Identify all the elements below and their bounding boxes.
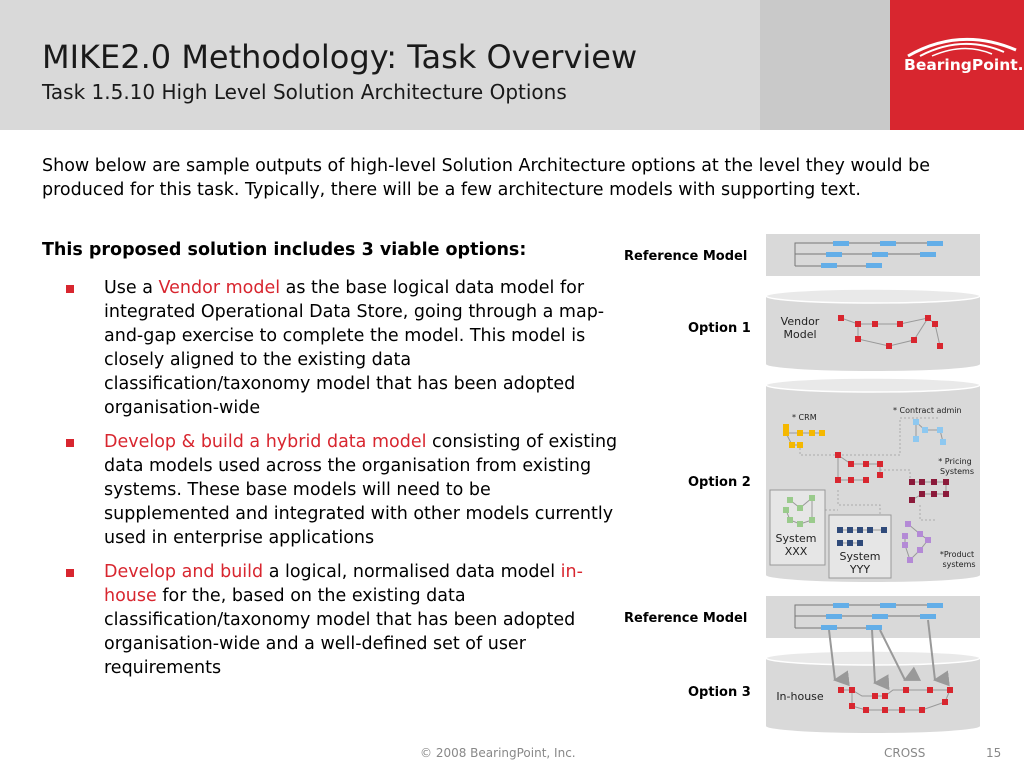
crm-label: * CRM [792, 413, 817, 422]
architecture-diagram [760, 230, 1024, 740]
product-systems-label: *Product [939, 550, 975, 559]
list-item: Use a Vendor model as the base logical data model for integrated Operational Data Store, going through a map-and-gap exercise to complete the model. This model is closely aligned to the existing data classification/taxonomy model that has been adopted organisation-wide [60, 276, 620, 420]
system-xxx-label: System [775, 532, 817, 545]
footer-copyright: © 2008 BearingPoint, Inc. [420, 746, 576, 760]
page-subtitle: Task 1.5.10 High Level Solution Architecture Options [42, 80, 567, 104]
label-reference-model-2: Reference Model [624, 611, 748, 626]
svg-text:Model: Model [783, 328, 817, 341]
highlight-text: Vendor model [158, 278, 281, 298]
svg-text:Systems: Systems [940, 467, 974, 476]
header-stripe [760, 0, 890, 130]
pricing-label: * Pricing [938, 457, 972, 466]
options-lead: This proposed solution includes 3 viable options: [42, 240, 527, 260]
bullet-square-icon [66, 569, 74, 577]
svg-text:YYY: YYY [849, 563, 871, 576]
footer-page-number: 15 [986, 746, 1002, 760]
vendor-model-label: Vendor [780, 315, 820, 328]
intro-text: Show below are sample outputs of high-level Solution Architecture options at the level they would be produced for this task. Typically, there will be a few architecture models with supporting text. [42, 156, 930, 200]
label-option-3: Option 3 [688, 685, 751, 700]
contract-admin-label: * Contract admin [893, 406, 962, 415]
highlight-text: in-house [104, 562, 583, 606]
bullet-square-icon [66, 439, 74, 447]
options-list [60, 276, 620, 690]
svg-text:systems: systems [942, 560, 976, 569]
label-option-2: Option 2 [688, 475, 751, 490]
highlight-text: Develop and build [104, 562, 264, 582]
label-reference-model-1: Reference Model [624, 249, 748, 264]
system-yyy-label: System [839, 550, 881, 563]
bullet-square-icon [66, 285, 74, 293]
page-title: MIKE2.0 Methodology: Task Overview [42, 38, 638, 76]
bearingpoint-logo [900, 30, 1024, 90]
inhouse-label: In-house [776, 690, 824, 703]
logo-text: BearingPoint. [904, 56, 1024, 74]
list-item: Develop and build a logical, normalised data model in-house for the, based on the existing data classification/taxonomy model that has been adopted organisation-wide and a well-defined set of user requirements [60, 560, 620, 680]
svg-text:XXX: XXX [784, 545, 808, 558]
footer-cross: CROSS [884, 746, 926, 760]
reference-model-1-panel [766, 234, 980, 276]
label-option-1: Option 1 [688, 321, 751, 336]
highlight-text: Develop & build a hybrid data model [104, 432, 427, 452]
list-item: Develop & build a hybrid data model consisting of existing data models used across the organisation from existing systems. These base models will need to be supplemented and integrated with other models currently used in enterprise applications [60, 430, 620, 550]
